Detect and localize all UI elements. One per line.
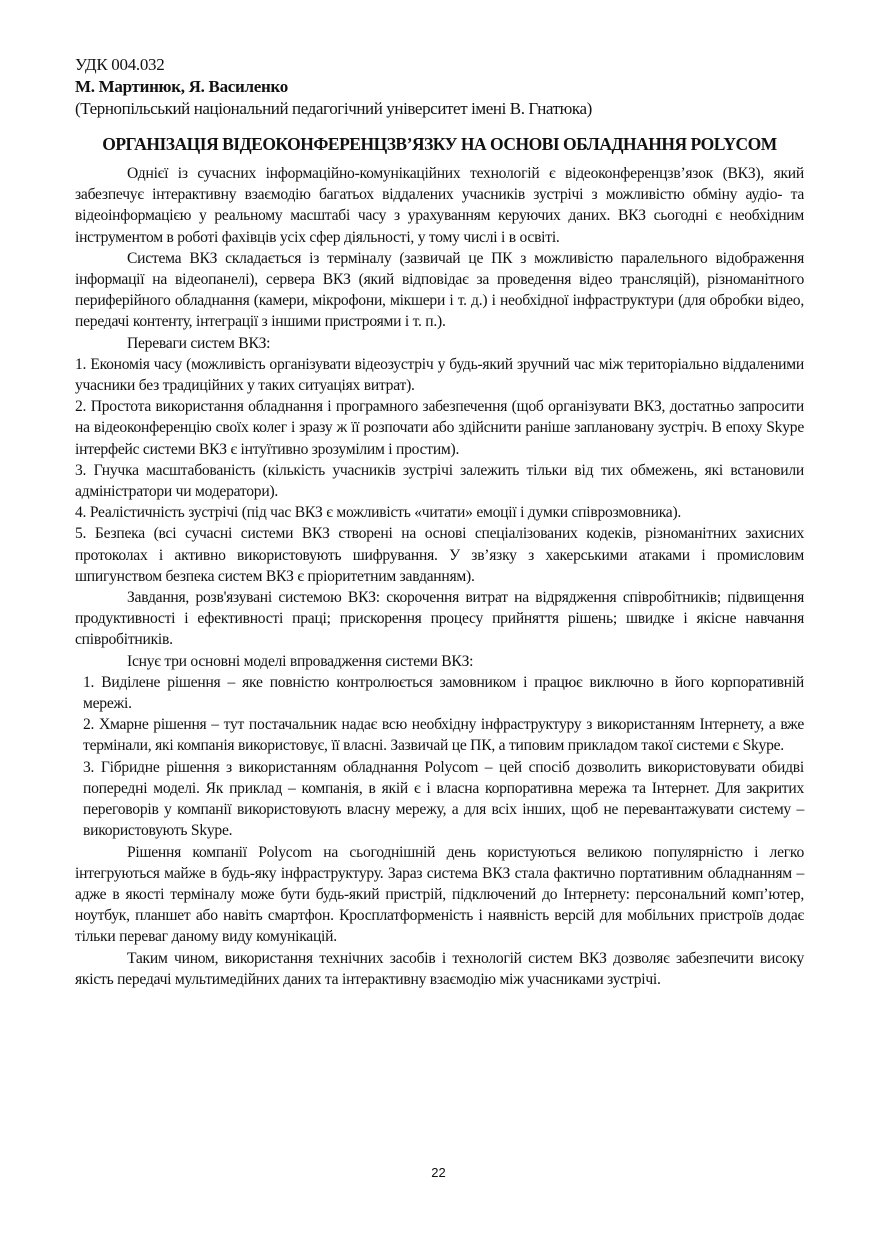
advantages-heading: Переваги систем ВКЗ: <box>127 334 271 352</box>
advantage-item: 3. Гнучка масштабованість (кількість учасників зустрічі залежить тільки від тих обмежень, які встановили адміністратори чи модератори). <box>75 461 804 501</box>
udc-code: УДК 004.032 <box>75 55 165 74</box>
model-item: 2. Хмарне рішення – тут постачальник надає всю необхідну інфраструктуру з використанням Інтернету, а вже термінали, які компанія використовує, її власні. Зазвичай це ПК, а типовим прикладом такої системи є Skype. <box>83 716 804 755</box>
paragraph-conclusion: Таким чином, використання технічних засобів і технологій систем ВКЗ дозволяє забезпечити високу якість передачі мультимедійних даних та інтерактивну взаємодію між учасниками зустрічі. <box>75 949 804 988</box>
advantage-item: 4. Реалістичність зустрічі (під час ВКЗ є можливість «читати» емоції і думки співрозмовника). <box>75 504 682 522</box>
paragraph-polycom: Рішення компанії Polycom на сьогоднішній день користуються великою популярністю і легко інтегруються майже в будь-яку інфраструктуру. Зараз система ВКЗ стала фактично портативним обладнанням – адже в якості терміналу може бути будь-який пристрій, підключений до Інтернету: персональний комп’ютер, ноутбук, планшет або навіть смартфон. Кросплатформеність і наявність версій для мобільних пристроїв додає тільки переваг даному виду комунікацій. <box>75 843 804 946</box>
affiliation: (Тернопільський національний педагогічний університет імені В. Гнатюка) <box>75 99 592 118</box>
paragraph-tasks: Завдання, розв'язувані системою ВКЗ: скорочення витрат на відрядження співробітників; підвищення продуктивності і ефективності праці; прискорення процесу прийняття рішень; швидке і якісне навчання співробітників. <box>75 589 804 649</box>
paper-body <box>75 163 804 990</box>
model-item: 3. Гібридне рішення з використанням обладнання Polycom – цей спосіб дозволить використовувати обидві попередні моделі. Як приклад – компанія, в якій є і власна корпоративна мережа та Інтернет. Для закритих переговорів у компанії використовують власну мережу, а для всіх інших, щоб не перевантажувати систему – використовують Skype. <box>83 758 804 840</box>
advantage-item: 2. Простота використання обладнання і програмного забезпечення (щоб організувати ВКЗ, достатньо запросити на відеоконференцію своїх колег і зразу ж її розпочати або здійснити раніше заплановану зустріч. В епоху Skype інтерфейс системи ВКЗ є інтуїтивно зрозумілим і простим). <box>75 398 804 458</box>
authors: М. Мартинюк, Я. Василенко <box>75 77 288 96</box>
paper-page <box>75 54 804 990</box>
model-item: 1. Виділене рішення – яке повністю контролюється замовником і працює виключно в його корпоративній мережі. <box>83 673 804 713</box>
models-heading: Існує три основні моделі впровадження системи ВКЗ: <box>127 652 474 670</box>
paragraph-intro: Однієї із сучасних інформаційно-комунікаційних технологій є відеоконференцзв’язок (ВКЗ), який забезпечує інтерактивну взаємодію багатьох віддалених учасників зустрічі з можливістю обміну аудіо- та відеоінформацією у реальному масштабі часу з урахуванням керуючих даних. ВКЗ сьогодні є необхідним інструментом в роботі фахівців усіх сфер діяльності, у тому числі і в освіті. <box>75 165 804 246</box>
paper-title: ОРГАНІЗАЦІЯ ВІДЕОКОНФЕРЕНЦЗВ’ЯЗКУ НА ОСНОВІ ОБЛАДНАННЯ POLYCOM <box>102 134 777 154</box>
advantage-item: 5. Безпека (всі сучасні системи ВКЗ створені на основі спеціалізованих кодеків, різноманітних захисних протоколах і активно використовують шифрування. У зв’язку з хакерськими атаками і промисловим шпигунством безпека систем ВКЗ є пріоритетним завданням). <box>75 525 804 585</box>
page-number: 22 <box>431 1165 446 1180</box>
advantage-item: 1. Економія часу (можливість організувати відеозустріч у будь-який зручний час між територіально віддаленими учасники без традиційних у таких ситуаціях витрат). <box>75 355 804 395</box>
paragraph-system-components: Система ВКЗ складається із терміналу (зазвичай це ПК з можливістю паралельного відображення інформації на відеопанелі), сервера ВКЗ (який відповідає за проведення відео трансляцій), різноманітного периферійного обладнання (камери, мікрофони, мікшери і т. д.) і необхідної інфраструктури (для обробки відео, передачі контенту, інтеграції з іншими пристроями і т. п.). <box>75 249 804 331</box>
